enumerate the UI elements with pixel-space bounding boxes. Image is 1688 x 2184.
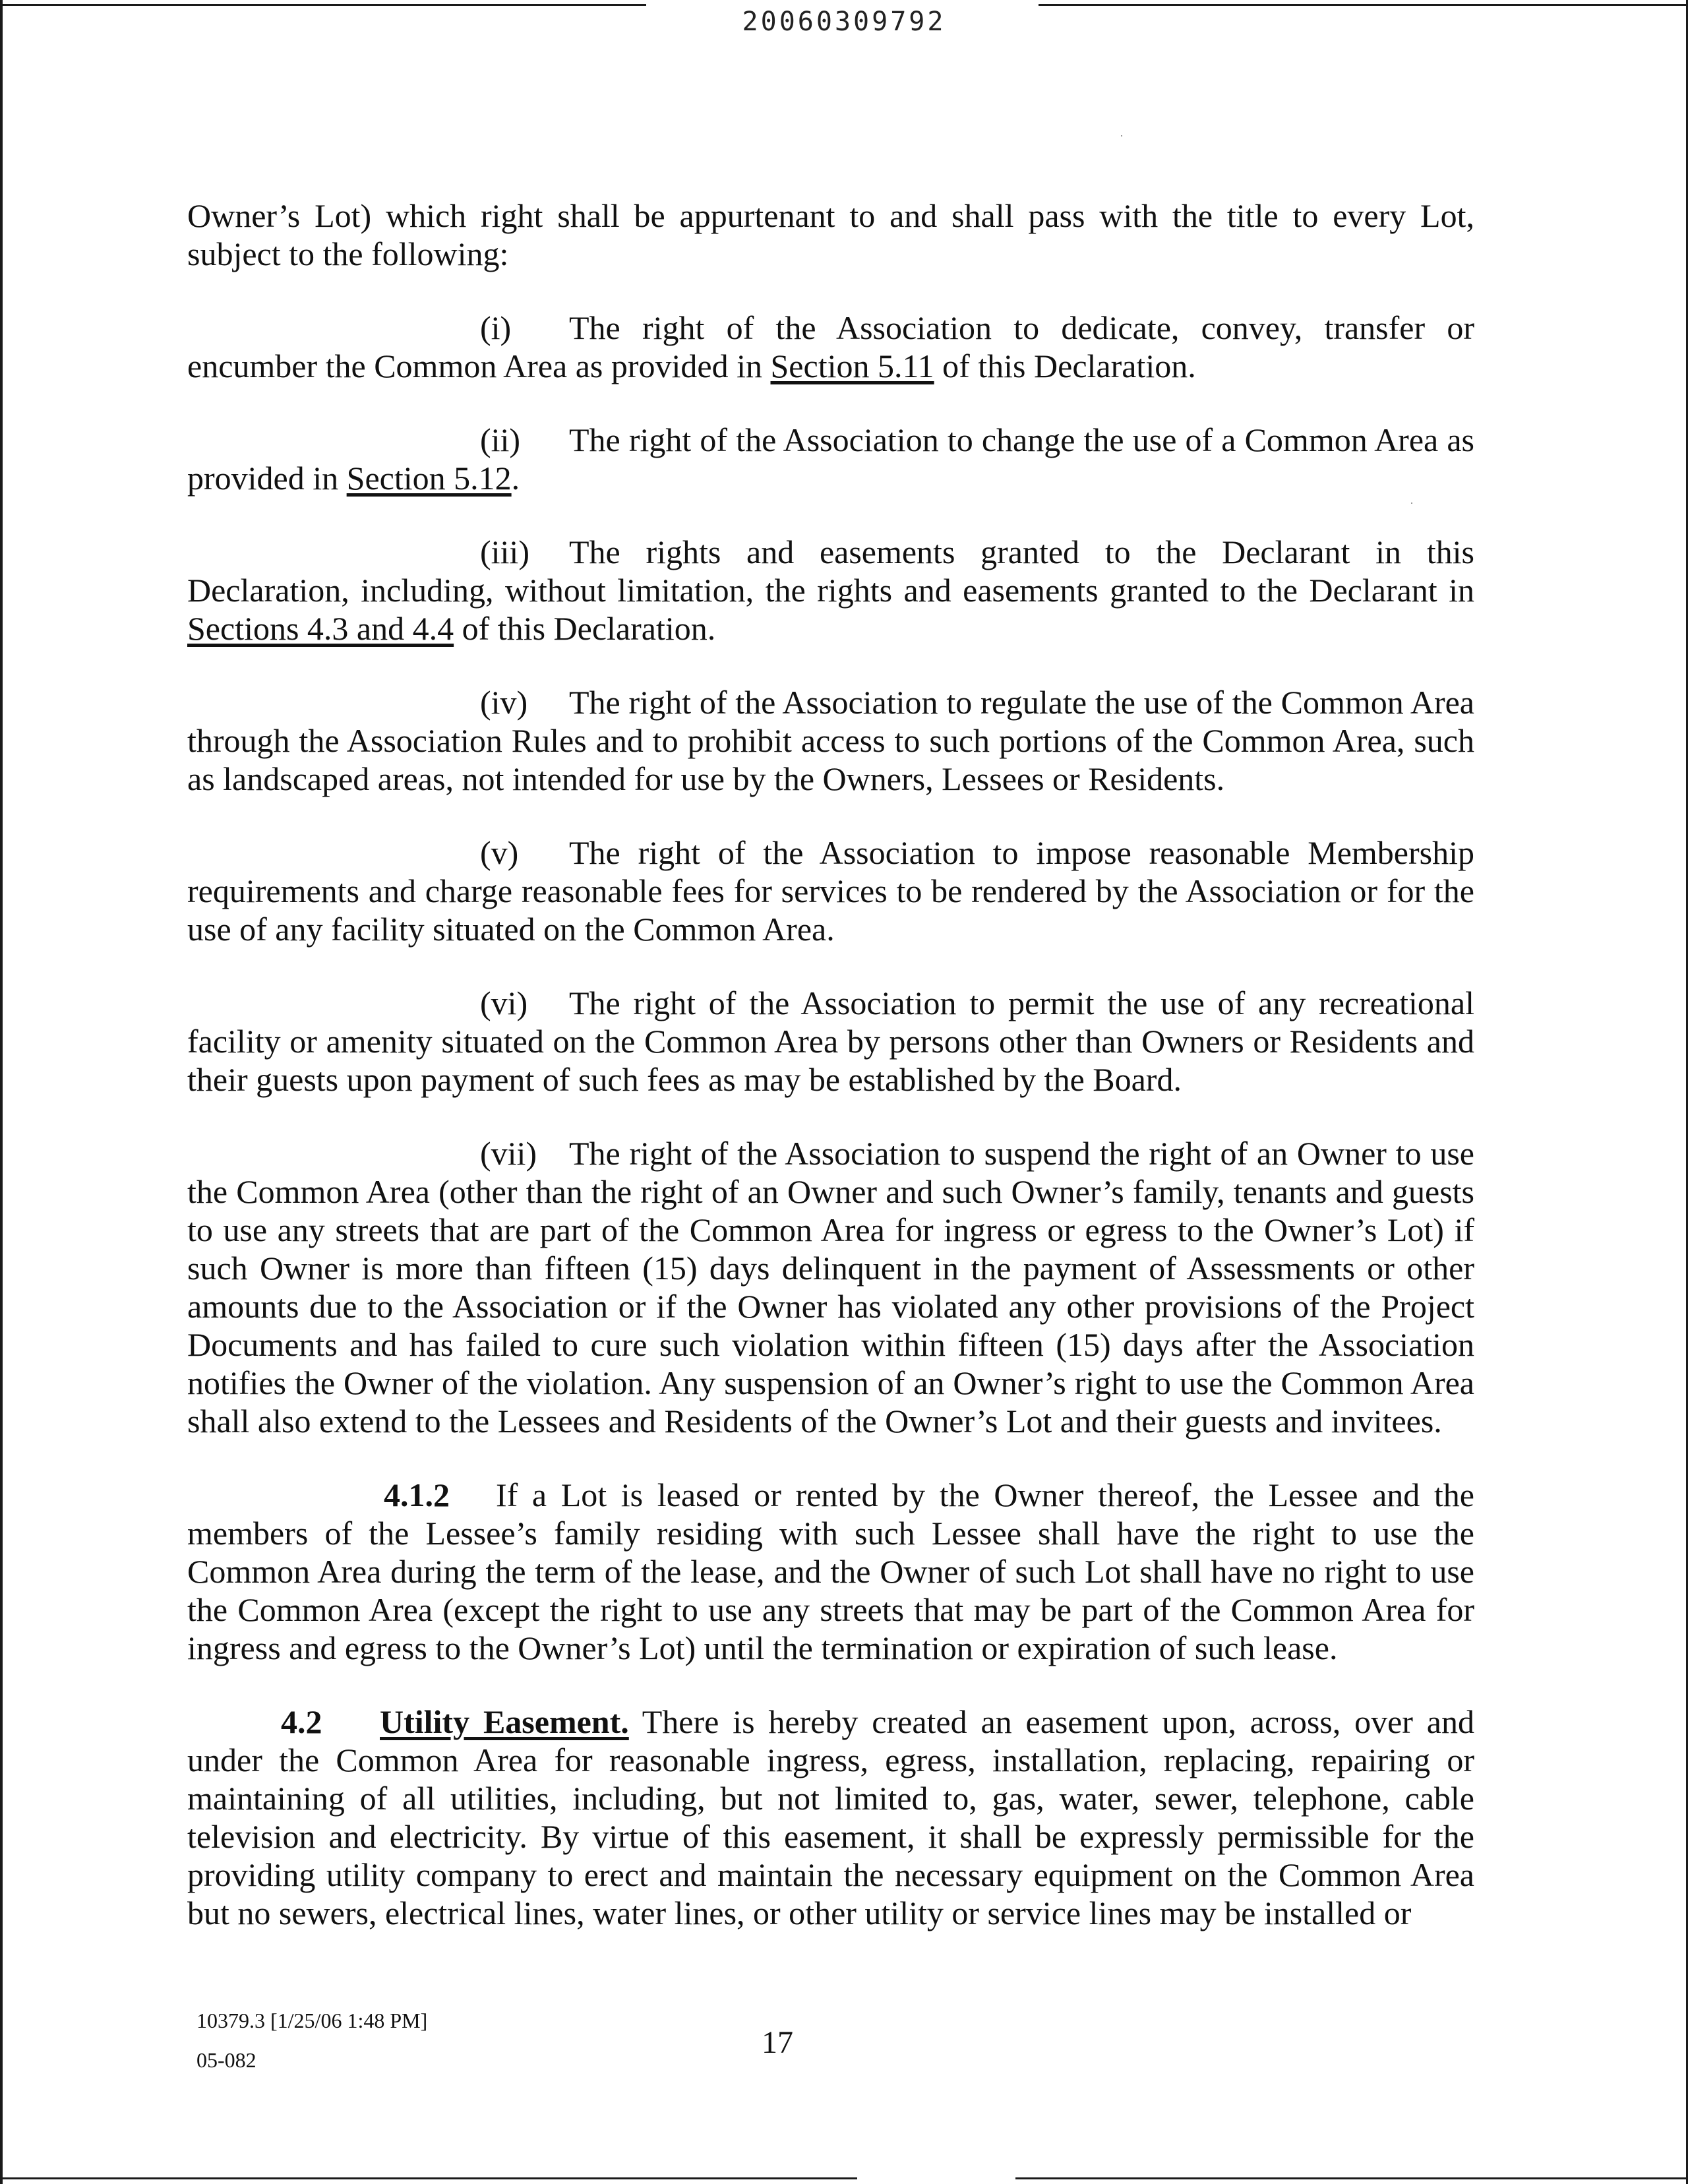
item-text: The right of the Association to regulate the use of the Common Area through the Association Rules and to prohibit access to such portions of the Common Area, such as landscaped areas, not intended for use by the Owners, Lessees or Residents. — [187, 684, 1474, 797]
scan-left-border — [0, 0, 3, 2184]
section-reference: Section 5.11 — [770, 348, 934, 384]
scan-speck — [1121, 135, 1122, 136]
item-text: The right of the Association to change the use of a Common Area as provided in — [187, 421, 1474, 497]
item-text: The right of the Association to impose reasonable Membership requirements and charge reasonable fees for services to be rendered by the Association or for the use of any facility situated on the Common Area. — [187, 834, 1474, 948]
footer-reference — [196, 2001, 427, 2080]
item-number: (vi) — [480, 985, 528, 1021]
document-version: 10379.3 [1/25/06 1:48 PM] — [196, 2009, 428, 2032]
item-number: (i) — [480, 309, 512, 346]
item-ii — [187, 421, 1474, 497]
footer-rule-right — [1015, 2177, 1688, 2179]
item-text: The right of the Association to suspend the right of an Owner to use the Common Area (other than the right of an Owner and such Owner’s family, tenants and guests to use any streets that are part of the Common Area for ingress or egress to the Owner’s Lot) if such Owner is more than fifteen (15) days delinquent in the payment of Assessments or other amounts due to the Association or if the Owner has violated any other provisions of the Project Documents and has failed to cure such violation within fifteen (15) days after the Association notifies the Owner of the violation. Any suspension of an Owner’s right to use the Common Area shall also extend to the Lessees and Residents of the Owner’s Lot and their guests and invitees. — [187, 1135, 1474, 1440]
item-number: (vii) — [480, 1135, 537, 1172]
section-text: There is hereby created an easement upon, across, over and under the Common Area for reasonable ingress, egress, installation, replacing, repairing or maintaining of all utilities, including, but not limited to, gas, water, sewer, telephone, cable television and electricity. By virtue of this easement, it shall be expressly permissible for the providing utility company to erect and maintain the necessary equipment on the Common Area but no sewers, electrical lines, water lines, or other utility or service lines may be installed or — [187, 1703, 1475, 1931]
section-reference: Section 5.12 — [346, 460, 512, 497]
item-number: (v) — [480, 834, 519, 871]
section-number: 4.2 — [281, 1703, 322, 1740]
section-heading: Utility Easement. — [380, 1703, 629, 1740]
item-iv — [187, 683, 1474, 798]
file-number: 05-082 — [196, 2048, 256, 2072]
item-number: (iii) — [480, 533, 529, 570]
page-number: 17 — [762, 2025, 793, 2060]
item-i — [187, 309, 1474, 385]
recording-number: 20060309792 — [742, 7, 946, 37]
item-text: The right of the Association to dedicate, convey, transfer or encumber the Common Area as provided in — [187, 309, 1474, 384]
section-reference: Sections 4.3 and 4.4 — [187, 610, 454, 647]
item-vii — [187, 1134, 1474, 1440]
item-v — [187, 834, 1474, 948]
item-iii — [187, 533, 1474, 648]
footer-rule-left — [0, 2177, 857, 2179]
section-4-2 — [187, 1703, 1474, 1932]
item-number: (iv) — [480, 684, 528, 721]
header-rule-left — [0, 4, 646, 6]
document-body — [187, 197, 1474, 1968]
intro-paragraph: Owner’s Lot) which right shall be appurtenant to and shall pass with the title to every Lot, subject to the following: — [187, 197, 1474, 272]
section-4-1-2 — [187, 1476, 1474, 1667]
item-number: (ii) — [480, 421, 521, 458]
item-text: The right of the Association to permit the use of any recreational facility or amenity situated on the Common Area by persons other than Owners or Residents and their guests upon payment of such fees as may be established by the Board. — [187, 985, 1474, 1098]
item-text: The rights and easements granted to the Declarant in this Declaration, including, without limitation, the rights and easements granted to the Declarant in — [187, 533, 1474, 609]
header-rule-right — [1039, 4, 1688, 6]
section-number: 4.1.2 — [384, 1476, 450, 1513]
item-text-end: . — [511, 460, 520, 497]
section-text: If a Lot is leased or rented by the Owner thereof, the Lessee and the members of the Lessee’s family residing with such Lessee shall have the right to use the Common Area during the term of the lease, and the Owner of such Lot shall have no right to use the Common Area (except the right to use any streets that may be part of the Common Area for ingress and egress to the Owner’s Lot) until the termination or expiration of such lease. — [187, 1476, 1474, 1666]
item-text-end: of this Declaration. — [454, 610, 716, 647]
item-vi — [187, 984, 1474, 1099]
item-text-end: of this Declaration. — [934, 348, 1196, 384]
